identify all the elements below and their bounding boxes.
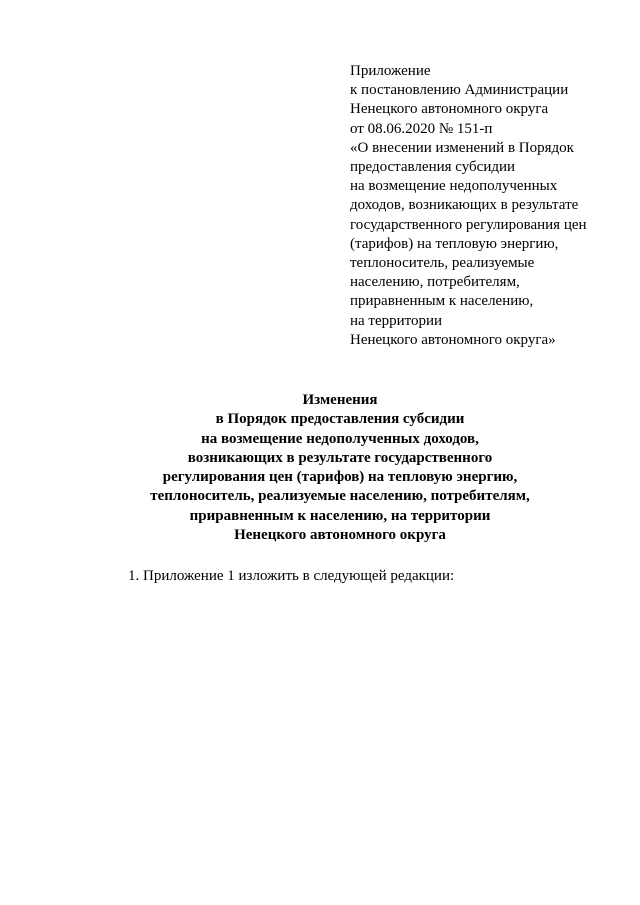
appendix-line: Ненецкого автономного округа» — [350, 331, 556, 348]
appendix-line: к постановлению Администрации — [350, 82, 569, 99]
changes-heading — [90, 391, 590, 545]
heading-title: Изменения — [302, 392, 378, 408]
appendix-reference-block — [350, 62, 630, 350]
appendix-line: предоставления субсидии — [350, 159, 516, 176]
appendix-line: «О внесении изменений в Порядок — [350, 139, 574, 156]
appendix-line: Приложение — [350, 63, 431, 79]
heading-line: приравненным к населению, на территории — [189, 507, 491, 524]
body-paragraph-item-1: 1. Приложение 1 изложить в следующей редакции: — [128, 568, 455, 584]
appendix-line: на территории — [350, 312, 443, 329]
heading-line: Ненецкого автономного округа — [234, 527, 446, 544]
appendix-line: (тарифов) на тепловую энергию, — [350, 235, 559, 252]
appendix-line: приравненным к населению, — [350, 293, 534, 310]
appendix-line: государственного регулирования цен — [350, 216, 587, 233]
heading-line: в Порядок предоставления субсидии — [215, 411, 465, 428]
appendix-line: доходов, возникающих в результате — [350, 197, 579, 214]
heading-line: возникающих в результате государственного — [187, 449, 493, 466]
appendix-line: Ненецкого автономного округа — [350, 101, 549, 118]
appendix-line: от 08.06.2020 № 151-п — [350, 120, 493, 137]
heading-line: на возмещение недополученных доходов, — [201, 430, 479, 447]
appendix-line: на возмещение недополученных — [350, 178, 558, 195]
heading-line: регулирования цен (тарифов) на тепловую энергию, — [162, 469, 518, 486]
appendix-line: теплоноситель, реализуемые — [350, 255, 535, 272]
heading-line: теплоноситель, реализуемые населению, потребителям, — [150, 488, 530, 505]
appendix-line: населению, потребителям, — [350, 274, 520, 291]
